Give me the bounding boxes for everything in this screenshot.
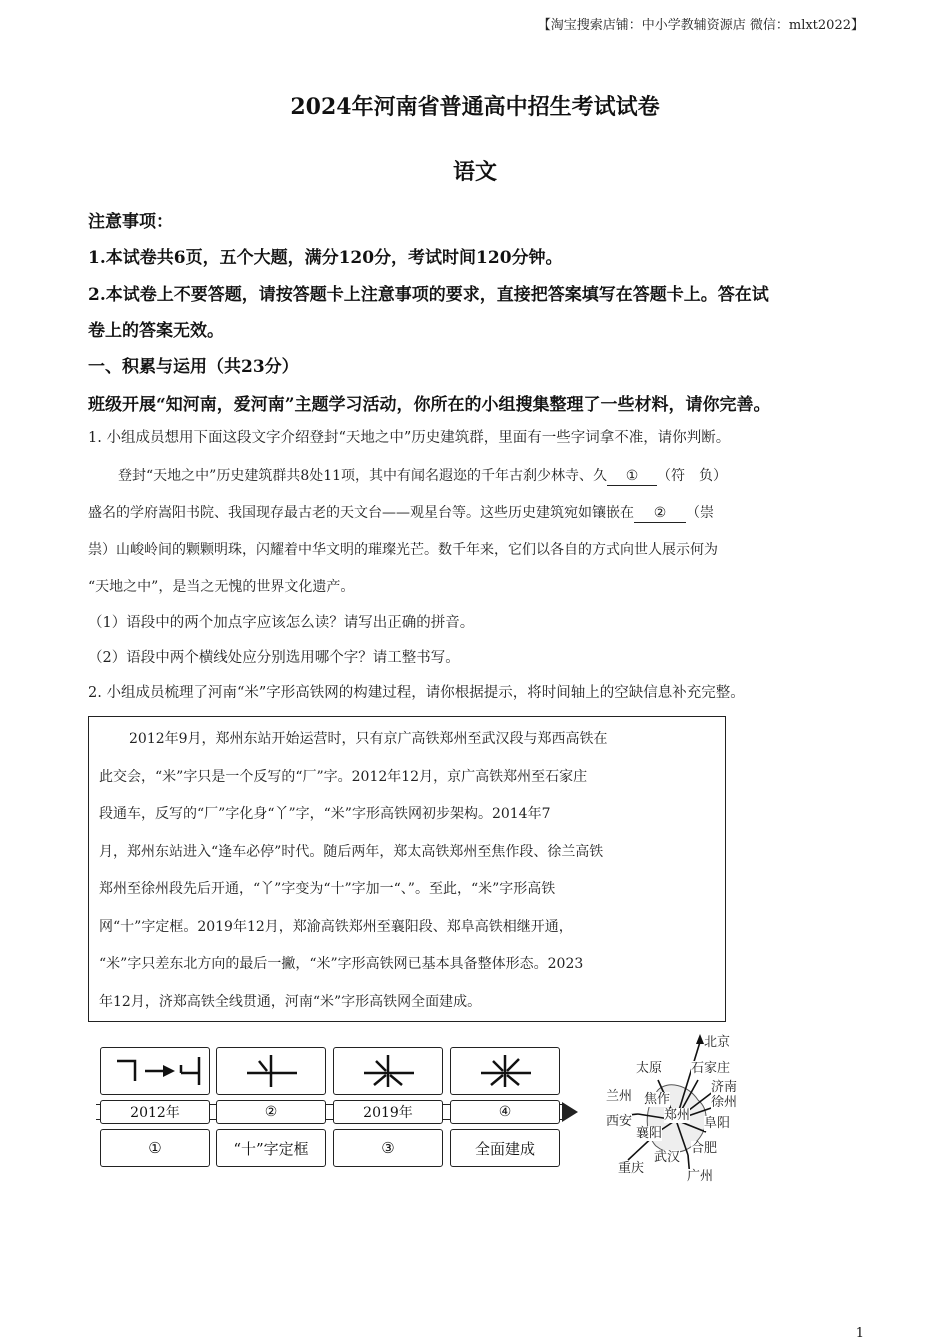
- q1-stem: 1. 小组成员想用下面这段文字介绍登封“天地之中”历史建筑群，里面有一些字词拿不准，请你判断。: [88, 430, 731, 446]
- shape-box-4: [450, 1047, 560, 1095]
- reversed-chang-shape-icon: [105, 1051, 205, 1091]
- q1-passage: [88, 458, 863, 606]
- box-line-4: 月，郑州东站进入“逢车必停”时代。随后两年，郑太高铁郑州至焦作段、徐兰高铁: [99, 843, 604, 860]
- timeline-label-2: ②: [216, 1100, 326, 1124]
- q1-sub-2: （2）语段中两个横线处应分别选用哪个字？请工整书写。: [88, 650, 460, 666]
- rail-map: [598, 1030, 748, 1185]
- blank-1: ①: [607, 467, 657, 486]
- near-mi-shape-icon: [338, 1051, 438, 1091]
- timeline-arrow-icon: [562, 1102, 578, 1122]
- q1-p2-option: （崇: [686, 505, 714, 521]
- q1-p2: 盛名的学府嵩阳书院、我国现存最古老的天文台——观星台等。这些历史建筑宛如镶嵌在: [88, 505, 634, 521]
- city-wuhan: 武汉: [654, 1150, 681, 1165]
- city-chongqing: 重庆: [618, 1161, 645, 1176]
- box-line-5: 郑州至徐州段先后开通，“丫”字变为“十”字加一“、”。至此，“米”字形高铁: [99, 881, 556, 897]
- shape-box-2: [216, 1047, 326, 1095]
- timeline-label-1: 2012年: [100, 1100, 210, 1124]
- q1-passage-line-1: [88, 458, 863, 495]
- city-xiangyang: 襄阳: [636, 1126, 663, 1141]
- cross-shape-icon: [221, 1051, 321, 1091]
- exam-title: 2024年河南省普通高中招生考试试卷: [290, 94, 660, 120]
- city-jiaozuo: 焦作: [644, 1092, 671, 1107]
- notice-item-1: 1.本试卷共6页，五个大题，满分120分，考试时间120分钟。: [88, 248, 563, 268]
- city-fuyang: 阜阳: [704, 1116, 731, 1131]
- q1-passage-line-3: 祟）山峻岭间的颗颗明珠，闪耀着中华文明的璀璨光芒。数千年来，它们以各自的方式向世人展示何为: [88, 542, 718, 558]
- caption-2: “十”字定框: [216, 1129, 326, 1167]
- header-note: 【淘宝搜索店铺：中小学教辅资源店 微信：mlxt2022】: [537, 18, 864, 33]
- city-shijiazhuang: 石家庄: [691, 1061, 731, 1076]
- caption-3: ③: [333, 1129, 443, 1167]
- notice-item-2b: 卷上的答案无效。: [88, 321, 224, 341]
- box-line-1: [99, 721, 715, 759]
- box-line-2: 此交会，“米”字只是一个反写的“厂”字。2012年12月，京广高铁郑州至石家庄: [99, 768, 588, 785]
- city-xian: 西安: [606, 1114, 633, 1129]
- q2-material-box: [88, 716, 726, 1022]
- q2-stem: 2. 小组成员梳理了河南“米”字形高铁网的构建过程，请你根据提示，将时间轴上的空缺信息补充完整。: [88, 685, 745, 701]
- box-line-1-text: 2012年9月，郑州东站开始运营时，只有京广高铁郑州至武汉段与郑西高铁在: [129, 731, 608, 747]
- mi-shape-icon: [455, 1051, 555, 1091]
- box-line-8: 年12月，济郑高铁全线贯通，河南“米”字形高铁网全面建成。: [99, 993, 482, 1010]
- city-guangzhou: 广州: [687, 1169, 714, 1184]
- shape-box-2012: [100, 1047, 210, 1095]
- q1-passage-line-2: [88, 495, 863, 532]
- section-1-heading: 一、积累与运用（共23分）: [88, 357, 299, 377]
- caption-1: ①: [100, 1129, 210, 1167]
- notice-item-2a: 2.本试卷上不要答题，请按答题卡上注意事项的要求，直接把答案填写在答题卡上。答在试: [88, 285, 769, 305]
- city-taiyuan: 太原: [636, 1061, 663, 1076]
- q1-passage-line-4: “天地之中”，是当之无愧的世界文化遗产。: [88, 579, 355, 595]
- q1-p1-option: （符 负）: [657, 468, 728, 484]
- subject-title: 语文: [452, 159, 497, 185]
- box-line-3: 段通车，反写的“厂”字化身“丫”字，“米”字形高铁网初步架构。2014年7: [99, 806, 551, 822]
- city-hefei: 合肥: [691, 1141, 718, 1156]
- box-line-6: 网“十”字定框。2019年12月，郑渝高铁郑州至襄阳段、郑阜高铁相继开通，: [99, 918, 573, 935]
- caption-4: 全面建成: [450, 1129, 560, 1167]
- q1-p1: 登封“天地之中”历史建筑群共8处11项，其中有闻名遐迩的千年古刹少林寺、久: [118, 468, 608, 484]
- timeline-label-4: ④: [450, 1100, 560, 1124]
- city-beijing: 北京: [704, 1035, 731, 1050]
- blank-2: ②: [634, 504, 686, 523]
- city-zhengzhou: 郑州: [664, 1108, 691, 1123]
- section-1-intro: 班级开展“知河南，爱河南”主题学习活动，你所在的小组搜集整理了一些材料，请你完善。: [88, 395, 771, 415]
- shape-box-2019: [333, 1047, 443, 1095]
- page-number: 1: [855, 1326, 864, 1341]
- timeline-label-3: 2019年: [333, 1100, 443, 1124]
- notice-heading: 注意事项：: [88, 212, 173, 232]
- city-jinan: 济南: [711, 1080, 738, 1095]
- box-line-7: “米”字只差东北方向的最后一撇，“米”字形高铁网已基本具备整体形态。2023: [99, 956, 584, 972]
- city-xuzhou: 徐州: [711, 1095, 738, 1110]
- city-lanzhou: 兰州: [606, 1089, 633, 1104]
- q1-sub-1: （1）语段中的两个加点字应该怎么读？请写出正确的拼音。: [88, 615, 475, 631]
